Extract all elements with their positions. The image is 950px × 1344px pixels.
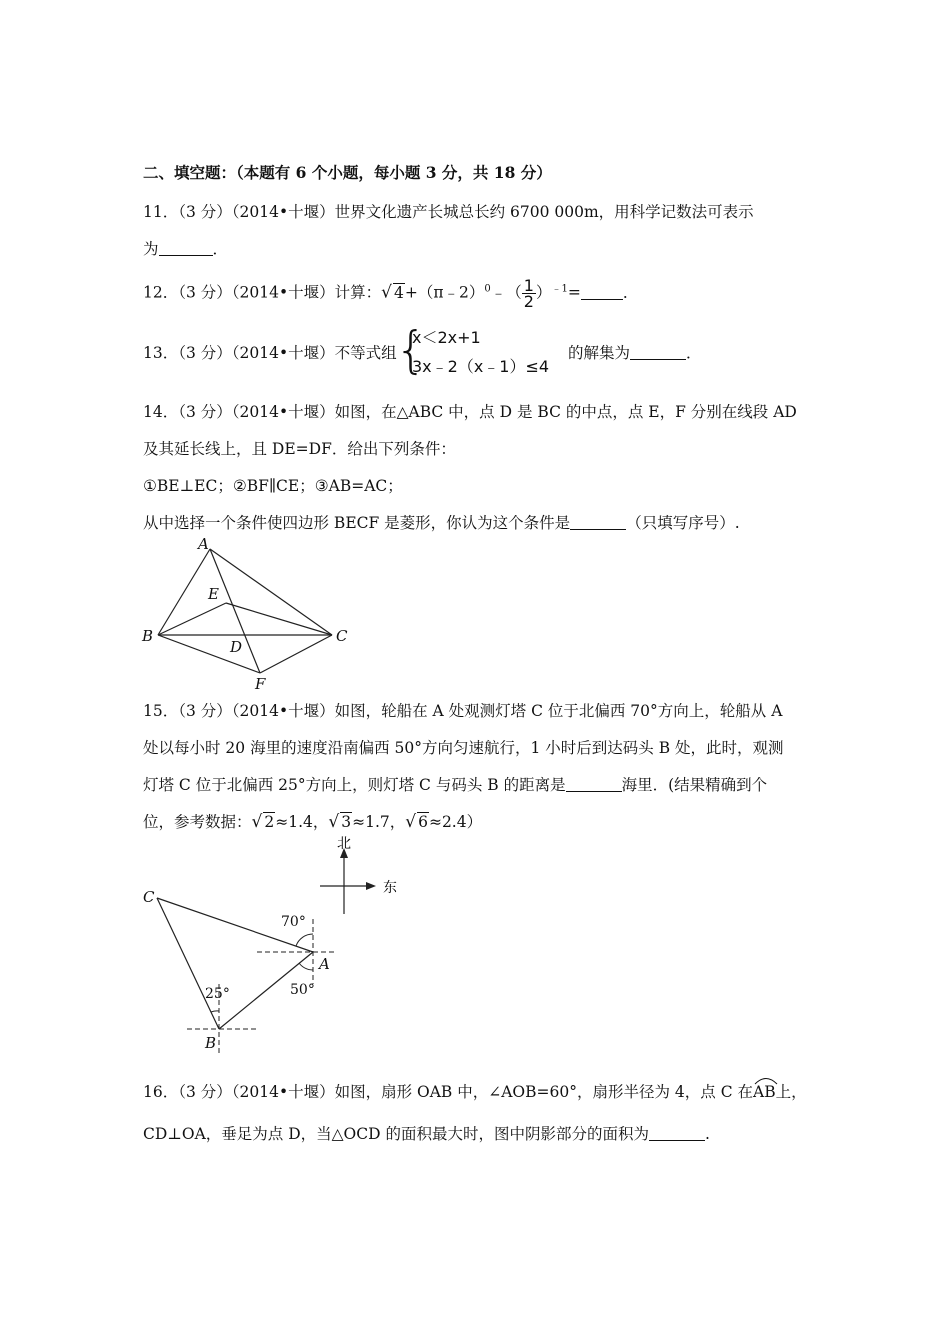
section-heading: 二、填空题：（本题有 6 个小题，每小题 3 分，共 18 分）: [143, 163, 552, 182]
east-arrow-icon: [366, 882, 376, 890]
label-b: B: [205, 1034, 217, 1052]
angle-70-arc: [296, 934, 313, 946]
q16-line2-prefix: CD⊥OA，垂足为点 D，当△OCD 的面积最大时，图中阴影部分的面积为: [143, 1125, 649, 1143]
q12-prefix: 12．（3 分）（2014•十堰）计算：: [143, 283, 382, 302]
segment-bf: [158, 635, 260, 673]
q15-line4: [143, 810, 482, 832]
segment-ec: [226, 603, 332, 635]
label-c: C: [336, 627, 348, 645]
q12-equals: =: [567, 283, 581, 302]
segment-cb: [157, 898, 219, 1029]
east-label: 东: [383, 880, 397, 896]
compass-icon: [320, 854, 370, 914]
q15-line3: [143, 773, 767, 795]
q16-line1-suffix: 上，: [775, 1083, 807, 1101]
q15-line4-prefix: 位，参考数据：: [143, 813, 252, 831]
q12-exp-neg1: ﹣1: [551, 283, 568, 295]
label-c: C: [143, 888, 155, 906]
segment-fc: [260, 635, 332, 673]
label-a: A: [198, 535, 209, 553]
arc-label: AB: [753, 1083, 776, 1101]
sqrt-symbol: √: [328, 812, 340, 832]
q12-minus: ﹣（: [490, 283, 522, 302]
q13-ineq1: x＜2x+1: [412, 328, 481, 347]
q15-line2: 处以每小时 20 海里的速度沿南偏西 50°方向匀速航行，1 小时后到达码头 B 处，此时，观测: [143, 739, 784, 757]
q12-sqrt-value: 4: [393, 283, 404, 302]
q13-end: ．: [686, 344, 702, 362]
q11-end: ．: [212, 240, 229, 258]
q11-line2: [143, 237, 228, 259]
ref1-radicand: 2: [264, 813, 275, 831]
q12-line: [143, 278, 638, 309]
sqrt-symbol: √: [405, 812, 417, 832]
q12-answer-blank: [581, 283, 623, 300]
q14-figure: [138, 535, 358, 695]
segment-ab: [158, 549, 210, 635]
q12-fraction: [522, 278, 536, 309]
q12-close: ）: [535, 283, 552, 302]
q12-frac-num: 1: [523, 276, 534, 295]
q13-suffix: 的解集为: [568, 344, 631, 362]
arc-icon: [753, 1075, 779, 1085]
angle-25-arc: [211, 1011, 219, 1012]
q13-ineq2: 3x﹣2（x﹣1）≤4: [412, 357, 550, 376]
label-f: F: [255, 675, 266, 693]
q16-line1-prefix: 16．（3 分）（2014•十堰）如图，扇形 OAB 中，∠AOB=60°，扇形半径为 4，点 C 在: [143, 1083, 753, 1101]
ref1-value: ≈1.4，: [275, 813, 329, 831]
sqrt-symbol: √: [251, 812, 263, 832]
q12-exp0: 0: [484, 283, 491, 295]
angle-70-label: 70°: [281, 914, 306, 930]
q14-answer-blank: [570, 513, 626, 530]
ref2-radicand: 3: [341, 813, 352, 831]
q14-line3: ①BE⊥EC；②BF∥CE；③AB=AC；: [143, 477, 403, 495]
q16-line2: [143, 1122, 710, 1144]
q12-plus-part: +（π﹣2）: [404, 283, 485, 302]
q11-line1: 11．（3 分）（2014•十堰）世界文化遗产长城总长约 6700 000m，用科学记数法可表示: [143, 203, 754, 221]
label-e: E: [208, 585, 219, 603]
label-b: B: [142, 627, 154, 645]
q13-brace: {: [395, 321, 427, 379]
q14-line4-prefix: 从中选择一个条件使四边形 BECF 是菱形，你认为这个条件是: [143, 514, 571, 532]
angle-50-arc: [299, 963, 313, 970]
q14-line4-suffix: （只填写序号）.: [626, 514, 740, 532]
q16-line2-suffix: .: [704, 1125, 710, 1143]
sqrt-symbol: √: [381, 282, 392, 303]
q14-line2: 及其延长线上，且 DE=DF．给出下列条件：: [143, 440, 456, 458]
label-a: A: [319, 955, 330, 973]
q12-end: ．: [622, 283, 639, 302]
q13-tail: [568, 341, 702, 363]
q16-line1: [143, 1080, 807, 1102]
q14-line4: [143, 511, 740, 533]
q15-figure: [135, 834, 415, 1064]
ref2-value: ≈1.7，: [352, 813, 406, 831]
q16-answer-blank: [649, 1124, 705, 1141]
q14-line1: 14．（3 分）（2014•十堰）如图，在△ABC 中，点 D 是 BC 的中点，点 E，F 分别在线段 AD: [143, 403, 797, 421]
q13-answer-blank: [630, 343, 686, 360]
angle-50-label: 50°: [290, 982, 315, 998]
north-label: 北: [337, 836, 351, 852]
angle-25-label: 25°: [205, 986, 230, 1002]
q15-line3-suffix: 海里．(结果精确到个: [621, 776, 768, 794]
q15-answer-blank: [566, 775, 622, 792]
ref3-radicand: 6: [418, 813, 428, 831]
q13-prefix: 13．（3 分）（2014•十堰）不等式组: [143, 344, 397, 362]
arc-ab: [753, 1083, 776, 1101]
label-d: D: [230, 638, 243, 656]
ref3-value: ≈2.4）: [428, 813, 483, 831]
q15-line3-prefix: 灯塔 C 位于北偏西 25°方向上，则灯塔 C 与码头 B 的距离是: [143, 776, 566, 794]
q11-answer-blank: [159, 239, 213, 256]
q12-frac-den: 2: [523, 292, 534, 311]
q15-line1: 15．（3 分）（2014•十堰）如图，轮船在 A 处观测灯塔 C 位于北偏西 70°方向上，轮船从 A: [143, 702, 783, 720]
segment-ac: [210, 549, 332, 635]
q11-prefix: 为: [143, 240, 159, 258]
